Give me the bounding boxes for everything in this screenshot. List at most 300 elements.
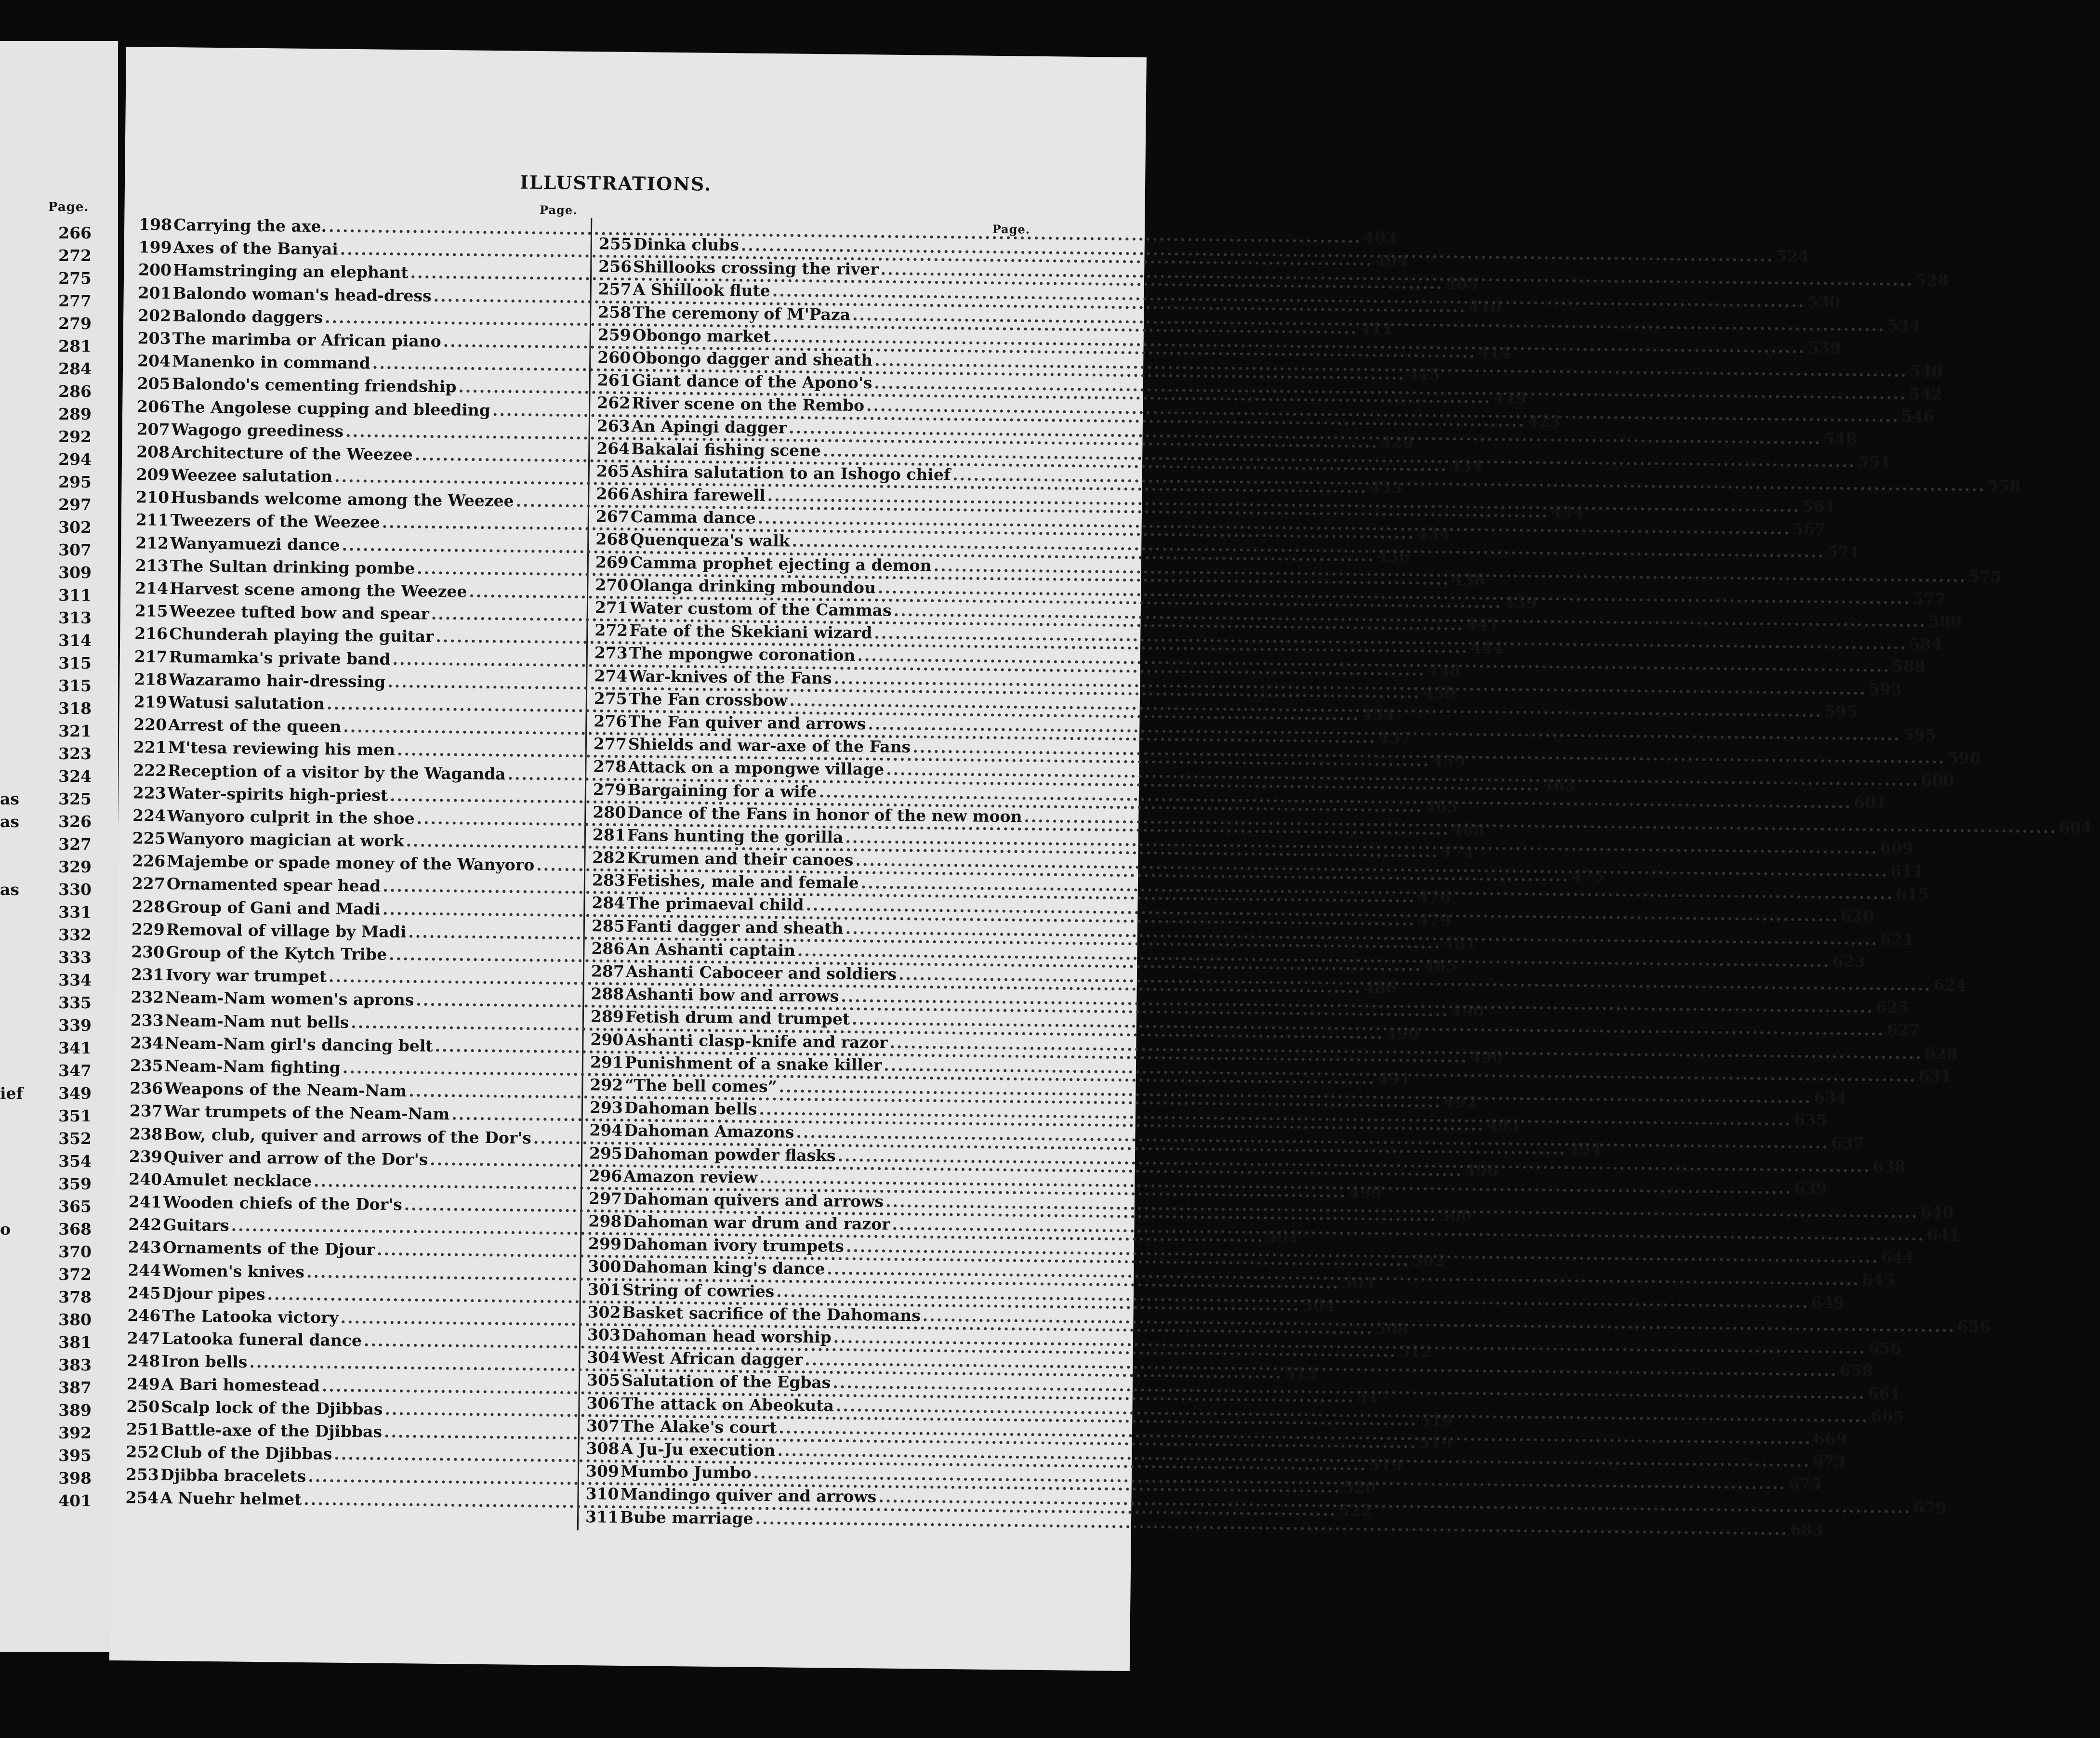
- illustration-caption: Water custom of the Cammas: [629, 598, 892, 620]
- page-number: 392: [58, 1423, 92, 1442]
- left-page-row: [0, 1150, 94, 1172]
- page-number: 580: [1928, 612, 1962, 631]
- page-number: 528: [1915, 271, 1949, 290]
- illustration-caption: Obongo market: [632, 325, 771, 346]
- illustration-number: 249: [126, 1374, 160, 1394]
- illustration-number: 266: [596, 484, 630, 504]
- illustration-number: 216: [134, 624, 168, 644]
- illustration-caption: Arrest of the queen: [168, 715, 342, 736]
- page-number: 503: [1341, 1273, 1375, 1292]
- page-number: 658: [1839, 1361, 1873, 1381]
- illustration-caption: Bargaining for a wife: [627, 780, 817, 801]
- page-number: 627: [1887, 1020, 1920, 1040]
- page-title: ILLUSTRATIONS.: [519, 171, 712, 195]
- illustration-caption: Carrying the axe.: [173, 215, 327, 236]
- page-number: 548: [1823, 429, 1857, 448]
- illustration-number: 230: [131, 942, 165, 961]
- illustration-number: 263: [596, 416, 630, 435]
- left-page-row: [0, 1422, 94, 1444]
- page-number: 600: [1921, 771, 1955, 790]
- illustration-caption: Wooden chiefs of the Dor's: [163, 1193, 403, 1214]
- page-number: 508: [1375, 1319, 1409, 1339]
- page-number: 334: [58, 971, 92, 989]
- illustration-number: 298: [588, 1211, 622, 1231]
- illustration-caption: Krumen and their canoes: [627, 848, 854, 869]
- illustration-caption: Tweezers of the Weezee: [170, 511, 380, 532]
- page-number: 404: [1374, 250, 1409, 270]
- page-number: 567: [1792, 519, 1826, 539]
- page-number: 675: [1788, 1474, 1822, 1494]
- page-number: 314: [58, 631, 92, 650]
- page-number: 546: [1901, 407, 1935, 426]
- illustration-caption: Balondo daggers: [172, 306, 323, 327]
- left-page-row: [0, 1105, 94, 1127]
- page-number: 454: [1361, 705, 1395, 724]
- left-page-row: [0, 539, 94, 561]
- left-page-row: [0, 720, 94, 742]
- illustration-caption: Architecture of the Weezee: [171, 442, 413, 464]
- left-page-row: [0, 1286, 94, 1308]
- left-page-row: [0, 380, 94, 403]
- illustration-caption: Ashanti Caboceer and soldiers: [625, 961, 897, 984]
- illustration-caption: Basket sacrifice of the Dahomans: [622, 1303, 921, 1325]
- page-number: 637: [1831, 1133, 1864, 1153]
- page-number: 450: [1422, 683, 1456, 702]
- left-page-row: [0, 629, 94, 652]
- page-number: 512: [1399, 1342, 1432, 1361]
- page-number: 558: [1987, 476, 2021, 496]
- illustration-caption: Dahoman king's dance: [622, 1257, 825, 1278]
- left-page-row: [0, 312, 94, 335]
- illustration-caption: The Fan crossbow: [628, 689, 788, 710]
- illustration-caption: An Ashanti captain: [626, 939, 796, 960]
- illustration-number: 234: [130, 1033, 164, 1053]
- illustration-caption: M'tesa reviewing his men: [168, 738, 396, 760]
- illustration-caption: Fetish drum and trumpet: [625, 1007, 850, 1029]
- illustration-caption: “The bell comes”: [624, 1075, 777, 1096]
- page-number: 596: [1947, 748, 1981, 768]
- page-number: 551: [1858, 452, 1891, 472]
- page-number: 331: [58, 903, 92, 922]
- illustration-caption: Ashanti bow and arrows: [625, 985, 839, 1006]
- illustration-caption: Scalp lock of the Djibbas: [161, 1397, 383, 1419]
- illustration-caption: Quiver and arrow of the Dor's: [163, 1147, 428, 1169]
- page-number: 595: [1902, 725, 1936, 745]
- illustration-caption: Weezee tufted bow and spear: [169, 602, 430, 623]
- illustration-caption: War-knives of the Fans: [629, 666, 832, 687]
- illustration-caption: Group of the Kytch Tribe: [166, 942, 387, 964]
- left-page-fragment: [0, 41, 118, 1652]
- illustration-number: 273: [594, 643, 628, 663]
- illustration-caption: The primaeval child: [626, 894, 804, 915]
- illustration-caption: Mumbo Jumbo: [620, 1462, 752, 1482]
- illustration-number: 285: [591, 916, 625, 935]
- illustration-caption: Chunderah playing the guitar: [169, 624, 434, 646]
- illustration-number: 310: [585, 1484, 619, 1504]
- page-number: 645: [1862, 1270, 1895, 1290]
- illustration-caption: The Alake's court: [621, 1416, 777, 1437]
- page-number: 611: [1890, 861, 1924, 881]
- illustration-caption: Neam-Nam women's aprons: [165, 988, 414, 1010]
- page-number: 365: [58, 1197, 92, 1216]
- page-number: 347: [58, 1061, 92, 1080]
- left-page-row: [0, 1376, 94, 1399]
- illustration-number: 212: [135, 533, 169, 553]
- illustration-number: 225: [132, 829, 166, 848]
- page-number: 383: [58, 1356, 92, 1374]
- illustration-number: 261: [597, 370, 631, 390]
- illustration-number: 279: [593, 779, 627, 799]
- page-number: 638: [1872, 1157, 1906, 1176]
- illustration-caption: Battle-axe of the Djibbas: [160, 1420, 383, 1441]
- left-page-row: [0, 1037, 94, 1059]
- page-number: 349: [58, 1084, 92, 1103]
- page-number: 491: [1377, 1069, 1411, 1088]
- page-number: 669: [1813, 1429, 1847, 1448]
- page-number: 381: [58, 1333, 92, 1352]
- illustration-number: 291: [590, 1052, 624, 1072]
- page-number: 433: [1369, 478, 1403, 497]
- illustration-number: 231: [131, 965, 164, 985]
- illustration-number: 198: [138, 215, 172, 235]
- caption-fragment: ief: [0, 1084, 23, 1103]
- page-number: 323: [58, 744, 92, 763]
- illustration-caption: Dinka clubs: [633, 235, 740, 255]
- page-number: 429: [1380, 432, 1414, 452]
- page-number: 277: [58, 291, 92, 310]
- illustration-caption: A Ju-Ju execution: [621, 1439, 776, 1460]
- caption-fragment: as: [0, 812, 19, 831]
- page-number: 524: [1775, 246, 1809, 266]
- left-page-row: [0, 969, 94, 991]
- illustration-number: 206: [136, 396, 171, 416]
- page-number: 519: [1369, 1455, 1402, 1475]
- left-page-row: [0, 1014, 94, 1037]
- page-number: 341: [58, 1039, 92, 1057]
- illustration-number: 220: [133, 715, 167, 735]
- page-number: 615: [1895, 884, 1929, 904]
- page-number: 311: [58, 586, 92, 605]
- page-number: 577: [1912, 589, 1946, 608]
- illustration-number: 276: [594, 711, 627, 731]
- left-page-row: [0, 788, 94, 810]
- page-number: 325: [58, 790, 92, 808]
- illustration-number: 237: [129, 1101, 163, 1121]
- left-page-row: [0, 561, 94, 584]
- page-number: 519: [1419, 1433, 1453, 1452]
- illustration-number: 217: [134, 646, 168, 666]
- illustration-caption: Dahoman bells: [624, 1098, 757, 1119]
- illustration-caption: Guitars: [163, 1215, 229, 1235]
- page-number: 368: [58, 1220, 92, 1238]
- illustration-caption: Ornamented spear head: [166, 874, 381, 896]
- illustration-caption: Ashira salutation to an Ishogo chief: [631, 461, 951, 484]
- page-number: 324: [58, 767, 92, 786]
- left-page-row: [0, 1082, 94, 1105]
- left-page-header: Page.: [48, 200, 89, 214]
- illustration-number: 289: [590, 1007, 624, 1027]
- illustration-number: 224: [132, 806, 166, 825]
- page-number: 486: [1363, 978, 1397, 997]
- illustration-number: 281: [592, 825, 626, 844]
- illustration-caption: War trumpets of the Neam-Nam: [164, 1102, 450, 1124]
- illustration-caption: The attack on Abeokuta: [621, 1394, 834, 1415]
- page-number: 354: [58, 1152, 92, 1171]
- left-page-row: [0, 1195, 94, 1218]
- illustration-caption: Wanyoro culprit in the shoe: [167, 806, 415, 828]
- illustration-number: 299: [588, 1234, 622, 1254]
- illustration-number: 245: [127, 1283, 161, 1303]
- illustration-number: 272: [594, 620, 628, 640]
- illustration-caption: Neam-Nam fighting: [164, 1056, 341, 1077]
- illustration-number: 307: [586, 1416, 620, 1435]
- page-number: 398: [58, 1469, 92, 1488]
- illustration-number: 309: [585, 1462, 620, 1481]
- page-number: 481: [1443, 933, 1477, 953]
- illustration-number: 205: [137, 374, 171, 394]
- illustration-caption: Djour pipes: [162, 1283, 265, 1304]
- page-number: 281: [58, 337, 92, 356]
- illustration-number: 287: [591, 961, 625, 981]
- illustration-caption: A Shillook flute: [633, 280, 771, 301]
- page-number: 414: [1478, 342, 1512, 362]
- page-number: 459: [1432, 751, 1466, 771]
- page-number: 499: [1348, 1182, 1382, 1202]
- left-page-row: [0, 606, 94, 629]
- page-number: 621: [1880, 929, 1914, 949]
- illustration-number: 268: [595, 529, 629, 549]
- illustration-number: 232: [131, 988, 164, 1007]
- illustration-number: 250: [126, 1396, 160, 1416]
- illustration-number: 288: [591, 984, 624, 1004]
- left-page-row: [0, 833, 94, 856]
- illustration-number: 239: [129, 1146, 162, 1166]
- page-number: 339: [58, 1016, 92, 1035]
- illustration-caption: Hamstringing an elephant: [172, 261, 409, 282]
- illustration-caption: Wagogo greediness: [171, 420, 344, 441]
- illustration-number: 300: [588, 1257, 621, 1277]
- illustration-caption: Obongo dagger and sheath: [632, 348, 873, 370]
- page-number: 289: [58, 405, 92, 423]
- left-page-row: [0, 403, 94, 425]
- illustration-caption: Shillooks crossing the river: [633, 257, 879, 279]
- page-number: 575: [1968, 566, 2002, 586]
- left-page-row: [0, 765, 94, 788]
- illustration-number: 284: [592, 893, 625, 913]
- page-number: 463: [1542, 775, 1576, 795]
- page-number: 625: [1875, 998, 1909, 1017]
- left-page-row: [0, 742, 94, 765]
- illustration-caption: Amazon review: [623, 1166, 758, 1187]
- page-number: 500: [1439, 1206, 1473, 1225]
- illustration-caption: Shields and war-axe of the Fans: [628, 735, 911, 757]
- page-number: 519: [1419, 1410, 1453, 1430]
- page-number: 571: [1826, 542, 1860, 562]
- page-number: 490: [1451, 1001, 1484, 1021]
- main-page: [109, 47, 2092, 1671]
- page-number: 520: [1343, 1477, 1376, 1497]
- page-number: 335: [58, 993, 92, 1012]
- left-page-row: [0, 810, 94, 833]
- page-number: 286: [58, 382, 92, 401]
- page-number: 540: [1909, 361, 1943, 381]
- page-number: 272: [58, 246, 92, 265]
- page-number: 436: [1376, 546, 1410, 566]
- illustration-number: 229: [131, 920, 165, 939]
- page-number: 352: [58, 1129, 92, 1148]
- illustration-number: 258: [598, 302, 632, 322]
- illustration-caption: Giant dance of the Apono's: [632, 371, 872, 393]
- page-number: 444: [1470, 638, 1504, 658]
- illustration-caption: The Latooka victory: [162, 1306, 339, 1327]
- page-number: 318: [58, 699, 92, 718]
- illustration-caption: Djibba bracelets: [160, 1465, 306, 1486]
- illustration-number: 253: [125, 1465, 159, 1485]
- illustration-caption: Bube marriage: [620, 1507, 753, 1528]
- left-page-row: [0, 697, 94, 720]
- illustration-caption: Salutation of the Egbas: [621, 1371, 831, 1392]
- illustration-caption: Water-spirits high-priest: [167, 783, 388, 805]
- page-number: 635: [1794, 1110, 1827, 1130]
- page-number: 329: [58, 857, 92, 876]
- page-number: 601: [1853, 793, 1888, 812]
- illustration-caption: River scene on the Rembo: [632, 394, 865, 415]
- left-page-row: [0, 1399, 94, 1422]
- illustration-number: 280: [593, 802, 626, 822]
- page-number: 359: [58, 1174, 92, 1193]
- left-page-row: [0, 448, 94, 471]
- illustration-number: 264: [596, 438, 630, 458]
- left-page-row: [0, 267, 94, 290]
- caption-fragment: as: [0, 880, 19, 899]
- illustration-number: 210: [136, 487, 170, 507]
- page-number: 595: [1824, 701, 1858, 721]
- page-number: 313: [58, 608, 92, 627]
- illustration-number: 294: [589, 1120, 623, 1140]
- illustration-caption: Latooka funeral dance: [161, 1329, 362, 1350]
- page-number: 395: [58, 1446, 92, 1465]
- page-number: 628: [1924, 1043, 1958, 1063]
- left-page-rows: [0, 222, 94, 1512]
- illustration-number: 223: [132, 783, 166, 803]
- page-number: 631: [1918, 1066, 1952, 1086]
- page-number: 411: [1360, 318, 1393, 338]
- illustration-caption: The mpongwe coronation: [629, 644, 856, 665]
- illustration-number: 203: [137, 329, 171, 348]
- illustration-caption: The Sultan drinking pombe: [170, 556, 415, 578]
- illustration-number: 286: [591, 939, 625, 958]
- illustration-caption: Reception of a visitor by the Waganda: [168, 761, 506, 783]
- illustration-number: 222: [133, 760, 167, 780]
- page-number: 297: [58, 495, 92, 514]
- illustration-caption: Majembe or spade money of the Wanyoro: [167, 852, 535, 875]
- page-column-header-right: Page.: [992, 222, 1030, 237]
- illustration-caption: Neam-Nam girl's dancing belt: [165, 1033, 433, 1055]
- page-number: 502: [1411, 1251, 1445, 1271]
- illustration-number: 214: [135, 579, 169, 598]
- illustration-number: 269: [595, 552, 629, 572]
- illustration-number: 202: [137, 306, 172, 325]
- illustration-number: 275: [594, 688, 627, 708]
- illustration-caption: Removal of village by Madi: [166, 920, 407, 942]
- page-number: 372: [58, 1265, 92, 1284]
- left-page-row: [0, 652, 94, 674]
- illustration-caption: Dahoman war drum and razor: [623, 1211, 890, 1234]
- page-number: 624: [1933, 975, 1967, 995]
- left-page-row: [0, 1218, 94, 1240]
- page-number: 438: [1452, 569, 1485, 589]
- illustration-caption: The Angolese cupping and bleeding: [171, 397, 491, 420]
- illustration-number: 218: [134, 669, 168, 689]
- illustration-number: 242: [128, 1215, 162, 1235]
- illustration-caption: A Bari homestead: [161, 1374, 320, 1395]
- page-number: 584: [1909, 634, 1942, 654]
- illustration-caption: String of cowries: [622, 1280, 775, 1301]
- illustration-number: 221: [133, 737, 167, 757]
- page-number: 468: [1451, 819, 1485, 839]
- page-number: 266: [58, 224, 92, 242]
- page-number: 609: [1880, 839, 1914, 858]
- illustration-caption: Bow, club, quiver and arrows of the Dor's: [164, 1124, 532, 1147]
- page-number: 315: [58, 676, 92, 695]
- illustration-number: 243: [128, 1238, 161, 1257]
- left-page-row: [0, 1263, 94, 1286]
- page-number: 387: [58, 1378, 92, 1397]
- page-number: 405: [1445, 274, 1479, 293]
- page-number: 380: [58, 1310, 92, 1329]
- page-number: 410: [1468, 297, 1502, 316]
- illustration-number: 236: [130, 1079, 163, 1098]
- illustration-number: 283: [592, 870, 626, 890]
- illustration-number: 301: [587, 1279, 621, 1299]
- illustration-number: 292: [590, 1075, 623, 1094]
- left-page-row: [0, 1354, 94, 1376]
- illustration-caption: Amulet necklace: [163, 1170, 312, 1191]
- left-page-row: [0, 222, 94, 244]
- page-number: 644: [1881, 1248, 1915, 1267]
- page-number: 534: [1887, 316, 1921, 335]
- page-number: 351: [58, 1106, 92, 1125]
- left-page-row: [0, 425, 94, 448]
- illustration-number: 270: [595, 575, 629, 594]
- page-number: 656: [1957, 1317, 1991, 1336]
- page-number: 370: [58, 1242, 92, 1261]
- page-number: 665: [1870, 1407, 1904, 1426]
- illustration-caption: Dahoman ivory trumpets: [622, 1235, 845, 1256]
- page-number: 530: [1807, 292, 1841, 312]
- illustration-number: 201: [138, 283, 172, 303]
- page-number: 465: [1425, 797, 1458, 816]
- illustration-number: 227: [132, 874, 165, 894]
- page-number: 641: [1927, 1225, 1960, 1245]
- illustration-caption: Fanti dagger and sheath: [626, 916, 844, 938]
- page-number: 332: [58, 925, 92, 944]
- page-number: 679: [1913, 1498, 1947, 1518]
- illustration-number: 271: [594, 598, 628, 617]
- illustration-number: 200: [138, 260, 172, 280]
- left-page-row: [0, 1467, 94, 1489]
- page-number: 275: [58, 269, 92, 288]
- left-page-row: [0, 493, 94, 516]
- caption-fragment: o: [0, 1220, 11, 1238]
- illustration-number: 199: [138, 237, 172, 257]
- page-number: 639: [1794, 1179, 1828, 1198]
- illustration-number: 282: [592, 848, 626, 868]
- left-page-row: [0, 1308, 94, 1331]
- page-number: 474: [1440, 842, 1474, 862]
- illustration-caption: Wanyoro magician at work: [167, 829, 404, 851]
- illustration-caption: Weezee salutation: [171, 465, 333, 486]
